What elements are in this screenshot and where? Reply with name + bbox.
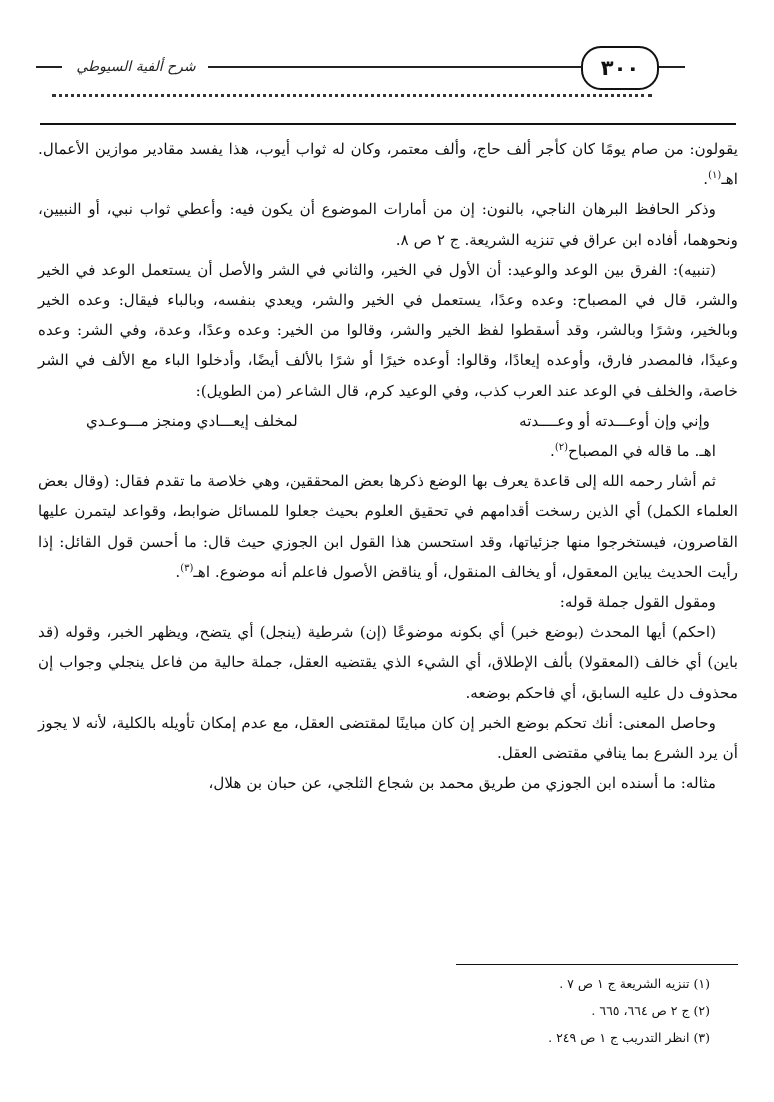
dotted-separator: [52, 94, 652, 107]
header-rule-left: [36, 66, 62, 68]
footnote-1: (١) تنزيه الشريعة ج ١ ص ٧ .: [559, 976, 710, 991]
header-rule-right: [655, 66, 685, 68]
footnote-3: (٣) انظر التدريب ج ١ ص ٢٤٩ .: [548, 1030, 710, 1045]
footnote-ref-2: (٢): [554, 441, 569, 453]
footnote-2: (٢) ج ٢ ص ٦٦٤، ٦٦٥ .: [591, 1003, 710, 1018]
header-rule-middle: [208, 66, 582, 68]
paragraph-4: ثم أشار رحمه الله إلى قاعدة يعرف بها الوضع ذكرها بعض المحققين، وهي خلاصة ما تقدم فقال: (وقال بعض العلماء الكمل) أي الذين رسخت أقدامهم في تحقيق العلوم بحيث جعلوا للمسائل ضوابط، وقواعد ليتمرن عليها القاصرون، فيستخرجوا منها جزئياتها، وقد استحسن هذا القول ابن الجوزي حيث قال: ما أحسن قول القائل: إذا رأيت الحديث يباين المعقول، أو يخالف المنقول، أو يناقض الأصول فاعلم أنه موضوع. اهـ$^{(٣)}$.: [38, 472, 738, 581]
paragraph-2: وذكر الحافظ البرهان الناجي، بالنون: إن من أمارات الموضوع أن يكون فيه: وأعطي ثواب نبي، أو النبيين، ونحوهما، أفاده ابن عراق في تنزيه الشريعة. ج ٢ ص ٨.: [38, 200, 738, 249]
running-header: [30, 40, 744, 96]
poetry-verse: [38, 406, 738, 436]
paragraph-5: ومقول القول جملة قوله:: [559, 593, 716, 612]
footnote-ref-3: (٣): [180, 562, 194, 574]
paragraph-7: وحاصل المعنى: أنك تحكم بوضع الخبر إن كان مباينًا لمقتضى العقل، مع عدم إمكان تأويله بالكلية، لأنه لا يجوز أن يرد الشرع بما ينافي مقتضى العقل.: [38, 713, 738, 763]
verse-hemistich-2: لمخلف إيعـــادي ومنجز مـــوعـدي: [86, 411, 298, 430]
footnote-rule: [456, 964, 738, 965]
footnotes: [38, 970, 734, 1051]
paragraph-8: مثاله: ما أسنده ابن الجوزي من طريق محمد بن شجاع الثلجي، عن حبان بن هلال،: [208, 774, 716, 793]
after-verse-line: اهـ. ما قاله في المصباح$^{(٢)}$.: [550, 441, 716, 461]
header-separator-rule: [40, 123, 736, 125]
paragraph-1: يقولون: من صام يومًا كان كأجر ألف حاج، وألف معتمر، وكان له ثواب أيوب، هذا يفسد مقادير موازين الأعمال. اهـ$^{(١)}$.: [38, 140, 738, 189]
verse-hemistich-1: وإني وإن أوعـــدته أو وعــــدته: [519, 411, 710, 430]
footnote-ref-1: (١): [708, 170, 722, 182]
paragraph-3: (تنبيه): الفرق بين الوعد والوعيد: أن الأول في الخير، والثاني في الشر والأصل أن يستعمل الوعد في الخير والشر، قال في المصباح: وعده وعدًا، يستعمل في الخير والشر، ويعدي بنفسه، وبالباء فيقال: وعده الخير وبالخير، وشرًا وبالشر، وقد أسقطوا لفظ الخير والشر، وقالوا من الخير: وعده وعدًا، وعدة، وفي الشر: وعده وعيدًا، فالمصدر فارق، وأوعده إيعادًا، وقالوا: أوعده خيرًا أو شرًا بالألف أيضًا، وأدخلوا الباء مع الألف في الشر خاصة، والخلف في الوعد عند العرب كذب، وفي الوعيد كرم، قال الشاعر (من الطويل):: [38, 260, 738, 400]
page-number: ٣٠٠: [581, 46, 659, 90]
book-title-ornament: شرح ألفية السيوطي: [76, 59, 196, 75]
main-text: [38, 134, 738, 798]
paragraph-6: (احكم) أيها المحدث (بوضع خبر) أي بكونه موضوعًا (إن) شرطية (ينجل) أي يتضح، ويظهر الخبر، وقوله (قد باين) أي خالف (المعقولا) بألف الإطلاق، أي الشيء الذي يقتضيه العقل، جملة حالية من فاعل ينجلي وجواب إن محذوف دل عليه السابق، أي فاحكم بوضعه.: [38, 623, 738, 702]
